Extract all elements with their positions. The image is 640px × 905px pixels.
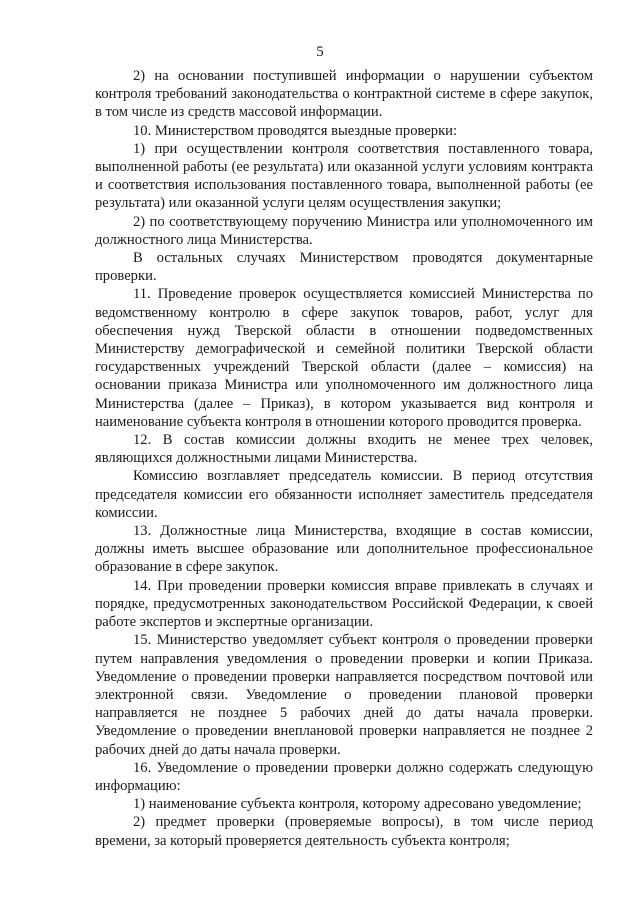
- paragraph-10-item-1: 1) при осуществлении контроля соответствия поставленного товара, выполненной работы (ее результата) или оказанной услуги условиям контракта и соответствия использования поставленного товара, выполненной работы (ее результата) или оказанной услуги целям осуществления закупки;: [95, 140, 593, 212]
- paragraph-15-notification: 15. Министерство уведомляет субъект контроля о проведении проверки путем направления уведомления о проведении проверки и копии Приказа. Уведомление о проведении проверки направляется посредством почтовой или электронной связи. Уведомление о проведении плановой проверки направляется не позднее 5 рабочих дней до даты начала проверки. Уведомление о проведении внеплановой проверки направляется не позднее 2 рабочих дней до даты начала проверки.: [95, 632, 593, 758]
- paragraph-documentary-inspections: В остальных случаях Министерством проводятся документарные проверки.: [95, 250, 593, 285]
- paragraph-16-notification-content: 16. Уведомление о проведении проверки должно содержать следующую информацию:: [95, 759, 593, 794]
- document-body: [95, 67, 593, 850]
- paragraph-16-item-1: 1) наименование субъекта контроля, которому адресовано уведомление;: [133, 796, 582, 813]
- paragraph-11-commission: 11. Проведение проверок осуществляется комиссией Министерства по ведомственному контролю в сфере закупок товаров, работ, услуг для обеспечения нужд Тверской области в отношении подведомственных Министерству демографической и семейной политики Тверской области государственных учреждений Тверской области (далее – комиссия) на основании приказа Министра или уполномоченного им должностного лица Министерства (далее – Приказ), в котором указывается вид контроля и наименование субъекта контроля в отношении которого проводится проверка.: [95, 286, 593, 430]
- paragraph-13-education: 13. Должностные лица Министерства, входящие в состав комиссии, должны иметь высшее образование или дополнительное профессиональное образование в сфере закупок.: [95, 523, 593, 576]
- paragraph-item-2-basis: 2) на основании поступившей информации о нарушении субъектом контроля требований законодательства о контрактной системе в сфере закупок, в том числе из средств массовой информации.: [95, 68, 593, 121]
- paragraph-14-experts: 14. При проведении проверки комиссия вправе привлекать в случаях и порядке, предусмотренных законодательством Российской Федерации, к своей работе экспертов и экспертные организации.: [95, 577, 593, 631]
- paragraph-16-item-2: 2) предмет проверки (проверяемые вопросы), в том числе период времени, за который проверяется деятельность субъекта контроля;: [95, 814, 593, 849]
- paragraph-10-field-inspections: 10. Министерством проводятся выездные проверки:: [133, 122, 458, 139]
- paragraph-commission-chair: Комиссию возглавляет председатель комиссии. В период отсутствия председателя комиссии его обязанности исполняет заместитель председателя комиссии.: [95, 468, 593, 521]
- page-number: 5: [316, 44, 324, 60]
- paragraph-10-item-2: 2) по соответствующему поручению Министра или уполномоченного им должностного лица Министерства.: [95, 213, 593, 248]
- paragraph-12-commission-composition: 12. В состав комиссии должны входить не менее трех человек, являющихся должностными лицами Министерства.: [95, 432, 593, 467]
